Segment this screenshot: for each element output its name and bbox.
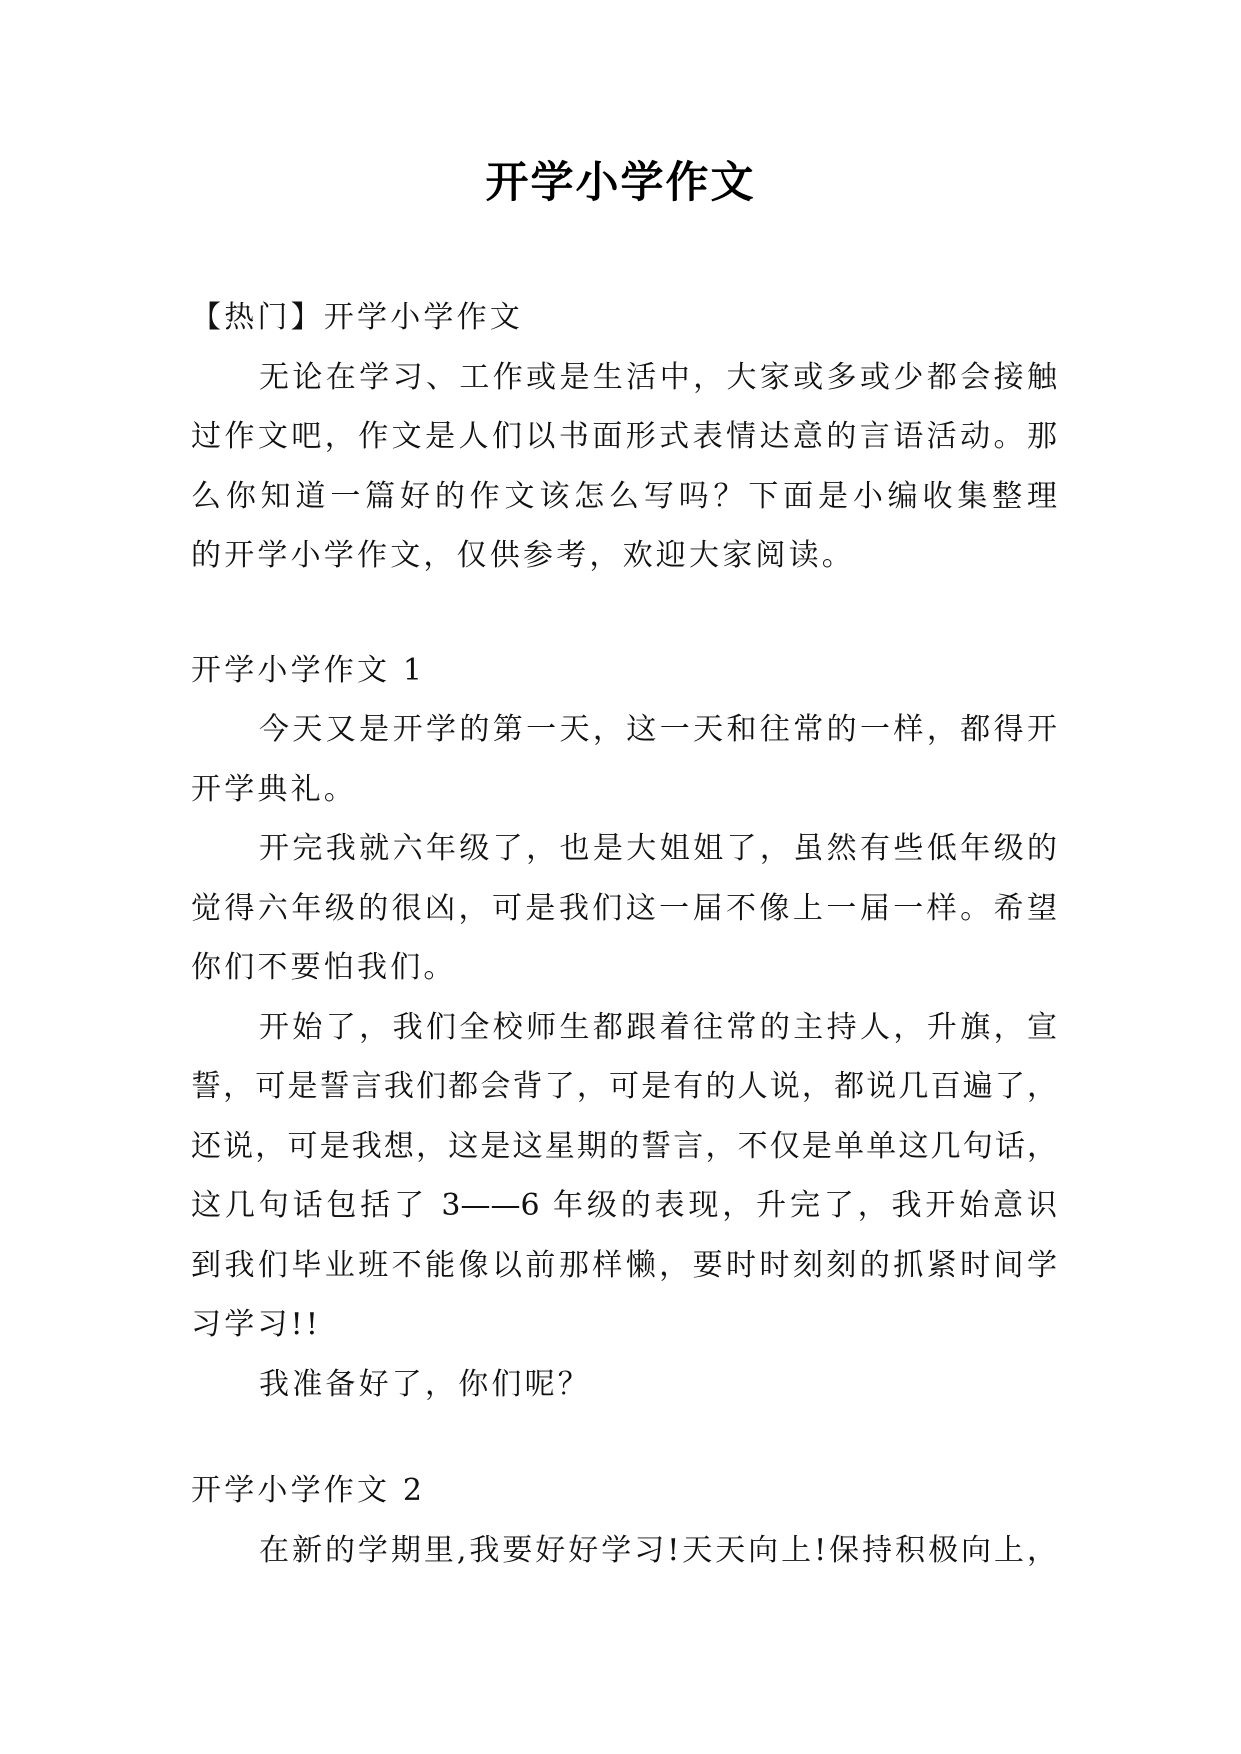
paragraph-line: 的开学小学作文，仅供参考，欢迎大家阅读。 bbox=[191, 538, 855, 573]
paragraph-line: 觉得六年级的很凶，可是我们这一届不像上一届一样。希望 bbox=[191, 890, 1057, 926]
paragraph-line: 么你知道一篇好的作文该怎么写吗？下面是小编收集整理 bbox=[191, 478, 1057, 514]
paragraph-line: 誓，可是誓言我们都会背了，可是有的人说，都说几百遍了， bbox=[191, 1069, 1057, 1104]
paragraph-line: 习学习!! bbox=[191, 1307, 322, 1342]
paragraph-line: 到我们毕业班不能像以前那样懒，要时时刻刻的抓紧时间学 bbox=[191, 1247, 1057, 1283]
section-2 bbox=[191, 1461, 1057, 1580]
paragraph-line: 你们不要怕我们。 bbox=[191, 950, 457, 985]
section-heading: 开学小学作文 2 bbox=[191, 1473, 426, 1508]
intro-paragraph bbox=[191, 348, 1057, 586]
paragraph-line: 开学典礼。 bbox=[191, 771, 357, 807]
paragraph-line: 无论在学习、工作或是生活中，大家或多或少都会接触 bbox=[259, 359, 1057, 395]
paragraph-line: 我准备好了，你们呢？ bbox=[259, 1366, 591, 1402]
section-1 bbox=[191, 641, 1057, 1415]
paragraph-line: 开完我就六年级了，也是大姐姐了，虽然有些低年级的 bbox=[259, 831, 1057, 866]
paragraph bbox=[191, 1355, 1057, 1415]
paragraph-line: 在新的学期里,我要好好学习!天天向上!保持积极向上， bbox=[259, 1532, 1057, 1568]
subtitle: 【热门】开学小学作文 bbox=[191, 300, 523, 335]
paragraph-line: 还说，可是我想，这是这星期的誓言，不仅是单单这几句话， bbox=[191, 1128, 1057, 1164]
paragraph bbox=[191, 998, 1057, 1355]
paragraph-line: 过作文吧，作文是人们以书面形式表情达意的言语活动。那 bbox=[191, 419, 1057, 454]
paragraph bbox=[191, 1521, 1057, 1581]
paragraph-line: 开始了，我们全校师生都跟着往常的主持人，升旗，宣 bbox=[259, 1009, 1057, 1045]
paragraph-line: 今天又是开学的第一天，这一天和往常的一样，都得开 bbox=[259, 712, 1057, 747]
document-title: 开学小学作文 bbox=[485, 158, 756, 208]
section-heading: 开学小学作文 1 bbox=[191, 652, 426, 688]
paragraph bbox=[191, 819, 1057, 998]
paragraph bbox=[191, 700, 1057, 819]
paragraph-line: 这几句话包括了 3——6 年级的表现，升完了，我开始意识 bbox=[191, 1188, 1057, 1223]
document-body bbox=[191, 288, 1057, 1580]
